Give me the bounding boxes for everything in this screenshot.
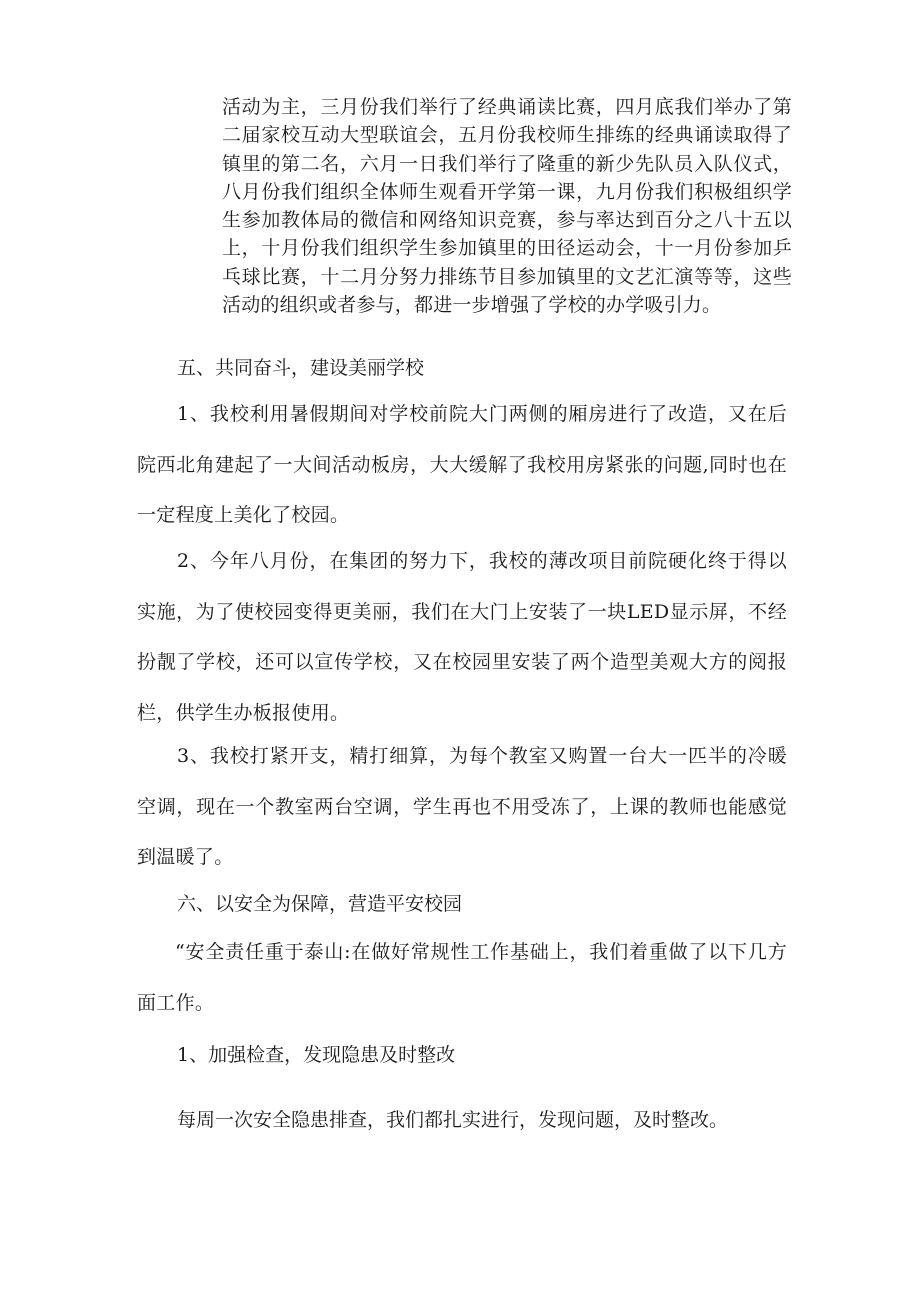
section-6-intro: “安全责任重于泰山:在做好常规性工作基础上，我们着重做了以下几方面工作。	[137, 941, 787, 1014]
section-6-subheading-1: 1、加强检查，发现隐患及时整改	[177, 1044, 456, 1066]
section-6-heading: 六、以安全为保障，营造平安校园	[177, 893, 463, 915]
section-5-heading: 五、共同奋斗，建设美丽学校	[177, 357, 425, 379]
section-5-item-3: 3、我校打紧开支，精打细算，为每个教室又购置一台大一匹半的冷暖空调，现在一个教室两台空调，学生再也不用受冻了，上课的教师也能感觉到温暖了。	[137, 745, 787, 868]
section-5-item-1: 1、我校利用暑假期间对学校前院大门两侧的厢房进行了改造，又在后院西北角建起了一大间活动板房，大大缓解了我校用房紧张的问题,同时也在一定程度上美化了校园。	[137, 403, 787, 526]
section-6-subtext-1: 每周一次安全隐患排查，我们都扎实进行，发现问题，及时整改。	[177, 1109, 729, 1131]
section-5-item-2: 2、今年八月份，在集团的努力下，我校的薄改项目前院硬化终于得以实施，为了使校园变得更美丽，我们在大门上安装了一块LED显示屏，不经扮靓了学校，还可以宣传学校，又在校园里安装了两个造型美观大方的阅报栏，供学生办板报使用。	[137, 550, 787, 724]
continuation-paragraph: 活动为主，三月份我们举行了经典诵读比赛，四月底我们举办了第二届家校互动大型联谊会，五月份我校师生排练的经典诵读取得了镇里的第二名，六月一日我们举行了隆重的新少先队员入队仪式，八月份我们组织全体师生观看开学第一课，九月份我们积极组织学生参加教体局的微信和网络知识竞赛，参与率达到百分之八十五以上，十月份我们组织学生参加镇里的田径运动会，十一月份参加乒乓球比赛，十二月分努力排练节目参加镇里的文艺汇演等等，这些活动的组织或者参与，都进一步增强了学校的办学吸引力。	[222, 96, 792, 317]
